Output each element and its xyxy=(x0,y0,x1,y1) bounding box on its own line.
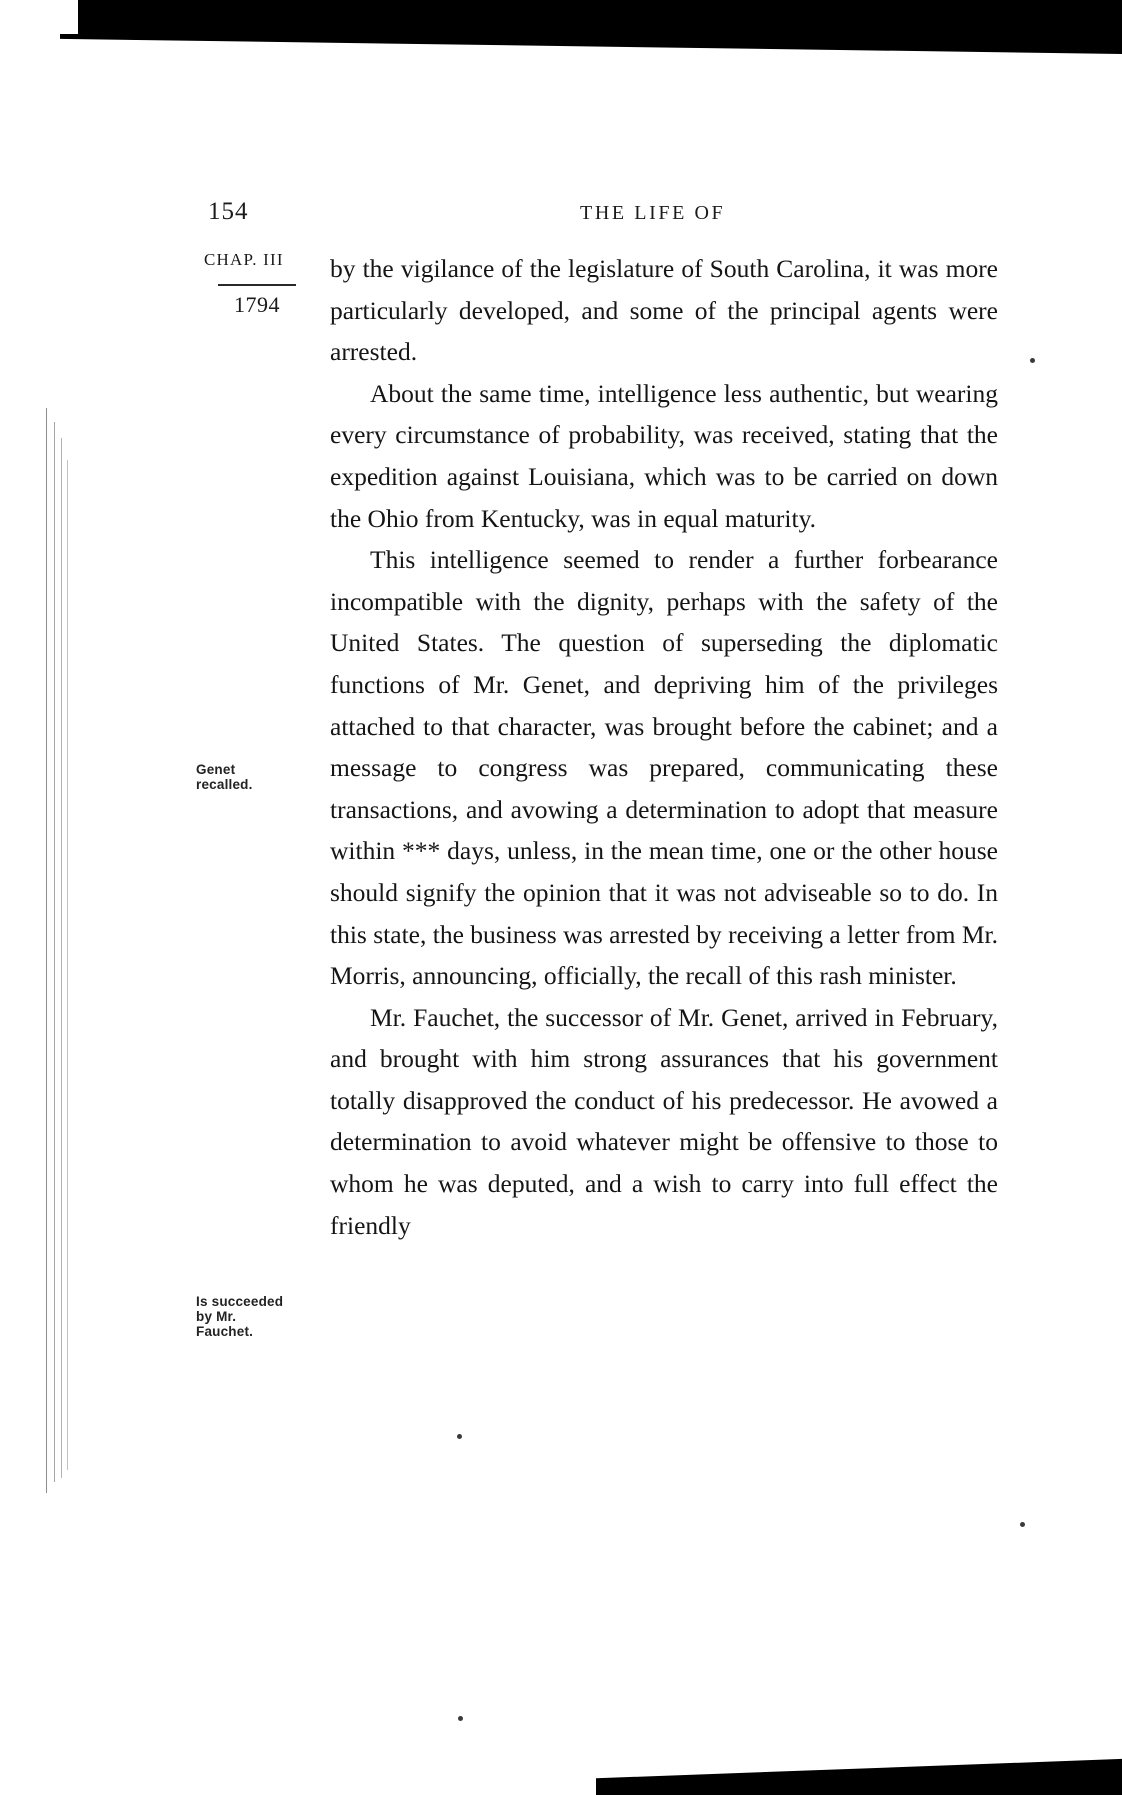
running-head-title: THE LIFE OF xyxy=(580,202,726,224)
side-note-line: Genet xyxy=(196,762,236,777)
side-note-line: by Mr. xyxy=(196,1309,237,1324)
scan-speck xyxy=(1030,358,1035,363)
paragraph: About the same time, intelligence less authentic, but wearing every circumstance of probability, was received, stating that the expedition against Louisiana, which was to be carried on down the Ohio from Kentucky, was in equal maturity. xyxy=(330,378,998,533)
paragraph: Mr. Fauchet, the successor of Mr. Genet, arrived in February, and brought with him strong assurances that his government totally disapproved the conduct of his predecessor. He avowed a determination to avoid whatever might be offensive to those to whom he was deputed, and a wish to carry into full effect the friendly xyxy=(330,1002,998,1240)
side-note-succeeded-by-fauchet xyxy=(196,1294,283,1339)
paragraph: This intelligence seemed to render a further forbearance incompatible with the dignity, perhaps with the safety of the United States. The question of superseding the diplomatic functions of Mr. Genet, and depriving him of the privileges attached to that character, was brought before the cabinet; and a message to congress was prepared, communicating these transactions, and avowing a determination to adopt that measure within *** days, unless, in the mean time, one or the other house should signify the opinion that it was not adviseable so to do. In this state, the business was arrested by receiving a letter from Mr. Morris, announcing, officially, the recall of this rash minister. xyxy=(330,545,998,991)
scan-speck xyxy=(458,1716,463,1721)
chapter-rule xyxy=(218,284,296,286)
scan-speck xyxy=(1020,1522,1025,1527)
year-label: 1794 xyxy=(234,292,280,317)
page-number: 154 xyxy=(208,198,249,225)
running-head xyxy=(0,198,1122,228)
chapter-label: CHAP. III xyxy=(204,250,284,269)
scan-speck xyxy=(457,1434,462,1439)
side-note-line: recalled. xyxy=(196,777,253,792)
side-note-genet-recalled xyxy=(196,762,253,792)
side-note-line: Is succeeded xyxy=(196,1294,284,1309)
side-note-line: Fauchet. xyxy=(196,1324,254,1339)
paragraph: by the vigilance of the legislature of South Carolina, it was more particularly developed, and some of the principal agents were arrested. xyxy=(330,254,998,367)
body-text-column xyxy=(330,248,998,1246)
